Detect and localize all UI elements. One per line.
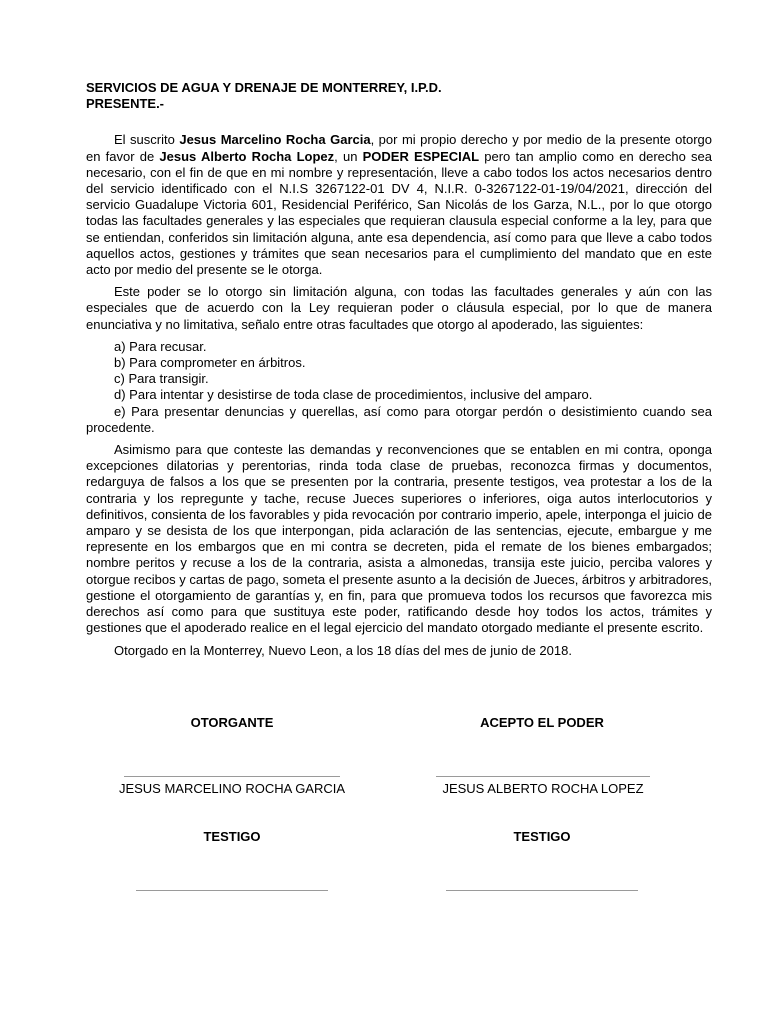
faculties-list <box>86 339 712 436</box>
testigo-title-right: TESTIGO <box>513 829 571 844</box>
grant-text-3: , un <box>334 148 363 164</box>
grant-text-4: pero tan amplio como en derecho sea necesario, con el fin de que en mi nombre y representación, lleve a cabo todos los actos necesarios dentro del servicio identificado con el N.I.S 3267122-01 DV 4, N.I.R. 0-3267122-01-19/04/2021, dirección del servicio Guadalupe Victoria 601, Residencial Periférico, San Nicolás de los Garza, N.L., por lo que otorgo todas las facultades generales y las especiales que requieran clausula especial conforme a la ley, para que se entiendan, conferidos sin limitación alguna, ante esa dependencia, así como para que lleve a cabo todos aquellos actos, gestiones y trámites que sean necesarios para el cumplimiento del mandato que en este acto por medio del presente se le otorga. <box>86 148 713 278</box>
attorney-name: Jesus Alberto Rocha Lopez <box>159 148 335 164</box>
grant-text-1: El suscrito <box>114 132 180 148</box>
grantor-name: Jesus Marcelino Rocha Garcia <box>179 132 371 148</box>
document-body <box>86 80 712 659</box>
testigo-title-left: TESTIGO <box>203 829 261 844</box>
list-item: a) Para recusar. <box>114 338 207 354</box>
paragraph-grant <box>86 132 712 278</box>
list-item: b) Para comprometer en árbitros. <box>114 355 306 371</box>
apoderado-signature-line <box>436 776 650 777</box>
list-item: c) Para transigir. <box>114 371 209 387</box>
otorgante-signature-line <box>124 776 340 777</box>
paragraph-faculties: Este poder se lo otorgo sin limitación alguna, con todas las facultades generales y aún con las especiales que de acuerdo con la Ley requieran poder o cláusula especial, por lo que de manera enunciativa y no limitativa, señalo entre otras facultades que otorgo al apoderado, las siguientes: <box>86 284 712 332</box>
acepto-title: ACEPTO EL PODER <box>480 715 604 730</box>
testigo-right-signature-line <box>446 890 638 891</box>
list-item: e) Para presentar denuncias y querellas, así como para otorgar perdón o desistimiento cuando sea procedente. <box>86 403 712 435</box>
grant-text-2: , por mi propio derecho y por medio de la presente otorgo en favor de <box>86 132 712 164</box>
testigo-left-signature-line <box>136 890 328 891</box>
presente-line: PRESENTE.- <box>86 96 165 112</box>
list-item: d) Para intentar y desistirse de toda clase de procedimientos, inclusive del amparo. <box>114 387 593 403</box>
apoderado-name: JESUS ALBERTO ROCHA LOPEZ <box>442 781 644 796</box>
paragraph-date-place: Otorgado en la Monterrey, Nuevo Leon, a los 18 días del mes de junio de 2018. <box>114 642 572 658</box>
otorgante-title: OTORGANTE <box>190 715 274 730</box>
otorgante-name: JESUS MARCELINO ROCHA GARCIA <box>118 781 346 796</box>
paragraph-powers: Asimismo para que conteste las demandas y reconvenciones que se entablen en mi contra, oponga excepciones dilatorias y perentorias, rinda toda clase de pruebas, reconozca firmas y documentos, redarguya de falsos a los que se presenten por la contraria, presente testigos, vea protestar a los de la contraria y los repregunte y tache, recuse Jueces superiores o inferiores, oiga autos interlocutorios y definitivos, consienta de los favorables y pida revocación por contrario imperio, apele, interponga el juicio de amparo y se desista de los que interpongan, pida aclaración de las sentencias, ejecute, embargue y me represente en los embargos que en mi contra se decreten, pida el remate de los bienes embargados; nombre peritos y recuse a los de la contraria, asista a almonedas, transija este juicio, perciba valores y otorgue recibos y cartas de pago, someta el presente asunto a la decisión de Jueces, árbitros y arbitradores, gestione el otorgamiento de garantías y, en fin, para que promueva todos los recursos que favorezca mis derechos así como para que sustituya este poder, ratificando desde hoy todos los actos, trámites y gestiones que el apoderado realice en el legal ejercicio del mandato otorgado mediante el presente escrito. <box>86 442 712 636</box>
power-type: PODER ESPECIAL <box>362 148 480 164</box>
addressee-line: SERVICIOS DE AGUA Y DRENAJE DE MONTERREY, I.P.D. <box>86 80 442 95</box>
